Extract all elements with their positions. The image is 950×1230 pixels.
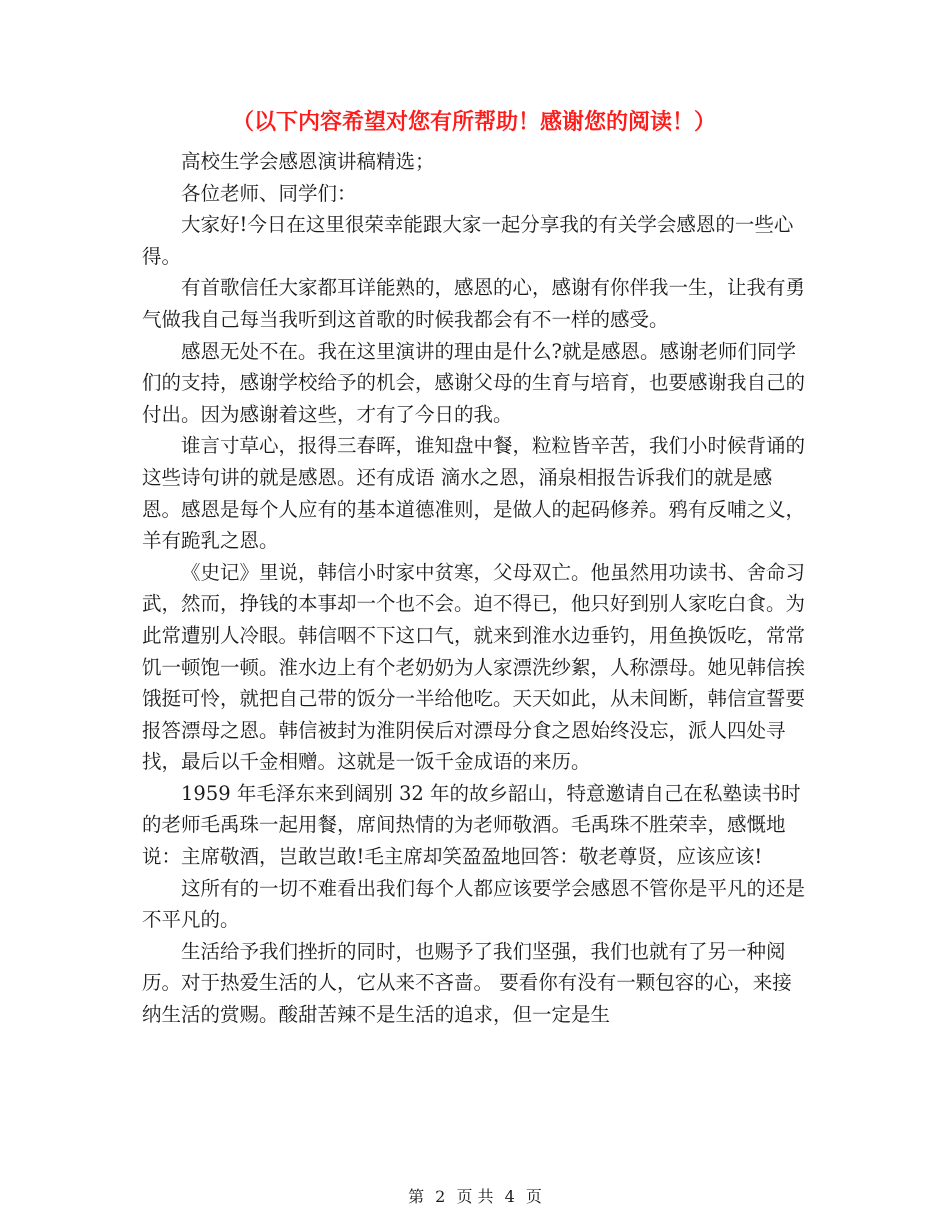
footer-suffix: 页 bbox=[525, 1187, 542, 1206]
paragraph: 生活给予我们挫折的同时，也赐予了我们坚强，我们也就有了另一种阅历。对于热爱生活的人，它从来不吝啬。 要看你有没有一颗包容的心，来接纳生活的赏赐。酸甜苦辣不是生活的追求，但一定是生 bbox=[142, 939, 792, 1027]
current-page-number: 2 bbox=[435, 1187, 446, 1206]
footer-prefix: 第 bbox=[408, 1187, 425, 1206]
paragraph: 谁言寸草心，报得三春晖，谁知盘中餐，粒粒皆辛苦，我们小时候背诵的这些诗句讲的就是感恩。还有成语 滴水之恩，涌泉相报告诉我们的就是感恩。感恩是每个人应有的基本道德准则，是做人的起码修养。鸦有反哺之义，羊有跪乳之恩。 bbox=[142, 434, 806, 553]
footer-middle: 页 共 bbox=[456, 1187, 494, 1206]
document-body bbox=[142, 146, 810, 1031]
paragraph: 1959 年毛泽东来到阔别 32 年的故乡韶山，特意邀请自己在私塾读书时的老师毛禹珠一起用餐，席间热情的为老师敬酒。毛禹珠不胜荣幸，感慨地说：主席敬酒，岂敢岂敢!毛主席却笑盈盈地回答：敬老尊贤，应该应该! bbox=[142, 781, 801, 869]
paragraph: 感恩无处不在。我在这里演讲的理由是什么?就是感恩。感谢老师们同学们的支持，感谢学校给予的机会，感谢父母的生育与培育，也要感谢我自己的付出。因为感谢着这些，才有了今日的我。 bbox=[142, 339, 806, 426]
document-title: 高校生学会感恩演讲稿精选； bbox=[181, 150, 435, 173]
total-pages-number: 4 bbox=[504, 1187, 515, 1206]
paragraph: 大家好!今日在这里很荣幸能跟大家一起分享我的有关学会感恩的一些心得。 bbox=[142, 213, 794, 268]
paragraph: 这所有的一切不难看出我们每个人都应该要学会感恩不管你是平凡的还是不平凡的。 bbox=[142, 876, 806, 932]
paragraph: 有首歌信任大家都耳详能熟的，感恩的心，感谢有你伴我一生，让我有勇气做我自己每当我听到这首歌的时候我都会有不一样的感受。 bbox=[142, 276, 806, 331]
greeting: 各位老师、同学们： bbox=[181, 181, 357, 205]
header-banner: （以下内容希望对您有所帮助！感谢您的阅读！） bbox=[232, 110, 717, 135]
paragraph: 《史记》里说，韩信小时家中贫寒，父母双亡。他虽然用功读书、舍命习武，然而，挣钱的本事却一个也不会。迫不得已，他只好到别人家吃白食。为此常遭别人冷眼。韩信咽不下这口气，就来到淮水边垂钓，用鱼换饭吃，常常饥一顿饱一顿。淮水边上有个老奶奶为人家漂洗纱絮，人称漂母。她见韩信挨饿挺可怜，就把自己带的饭分一半给他吃。天天如此，从未间断，韩信宣誓要报答漂母之恩。韩信被封为淮阴侯后对漂母分食之恩始终没忘，派人四处寻找，最后以千金相赠。这就是一饭千金成语的来历。 bbox=[142, 560, 806, 774]
page-footer bbox=[0, 1186, 950, 1208]
